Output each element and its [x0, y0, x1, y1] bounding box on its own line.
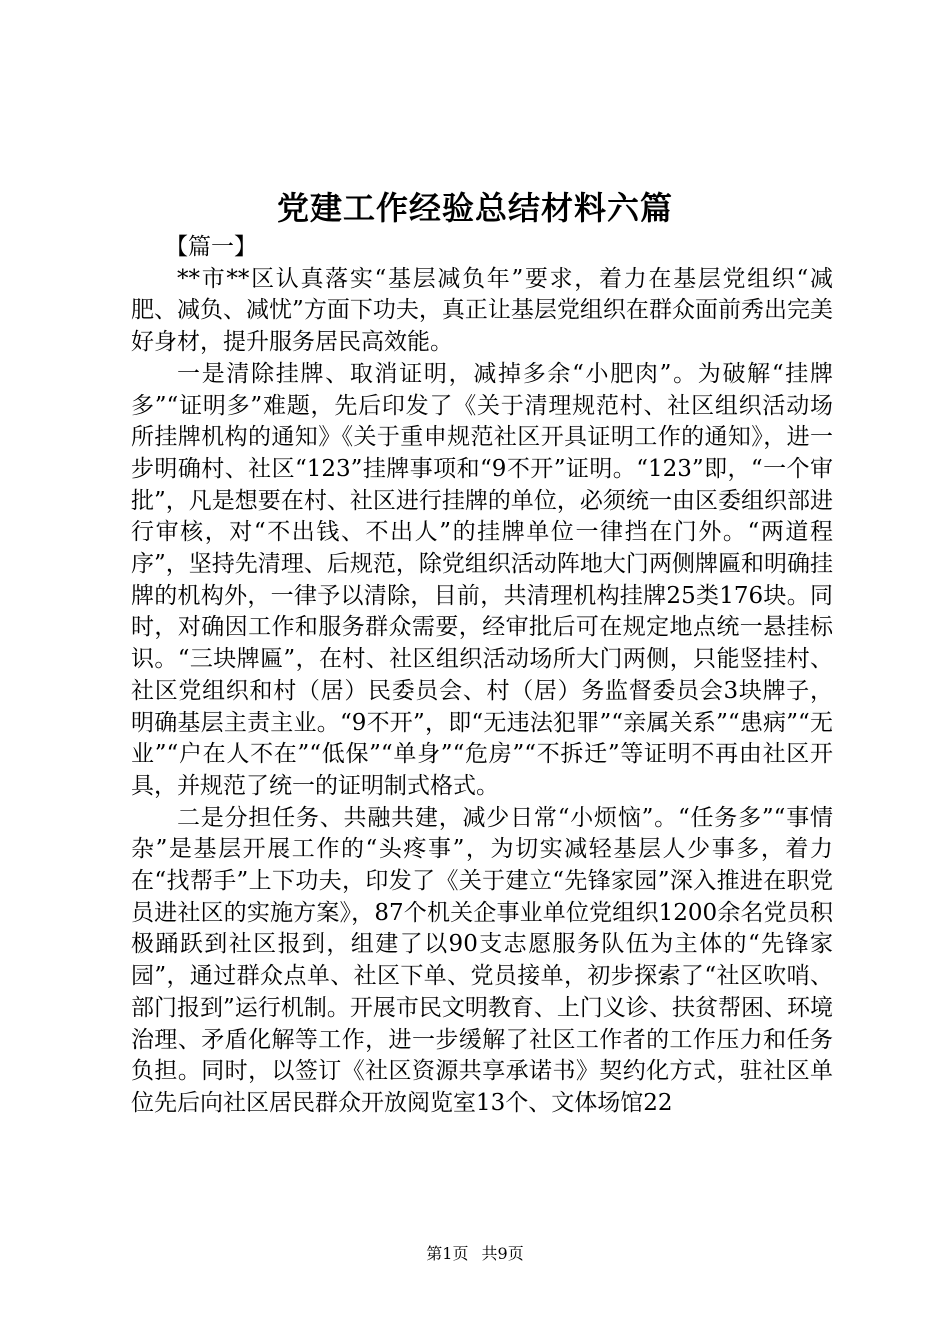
page-number: 第1页 [426, 1244, 469, 1263]
page-footer [0, 1241, 950, 1264]
paragraph-first-measure: 一是清除挂牌、取消证明，减掉多余“小肥肉”。为破解“挂牌多”“证明多”难题，先后印发了《关于清理规范村、社区组织活动场所挂牌机构的通知》《关于重申规范社区开具证明工作的通知》，进一步明确村、社区“123”挂牌事项和“9不开”证明。“123”即，“一个审批”，凡是想要在村、社区进行挂牌的单位，必须统一由区委组织部进行审核，对“不出钱、不出人”的挂牌单位一律挡在门外。“两道程序”，坚持先清理、后规范，除党组织活动阵地大门两侧牌匾和明确挂牌的机构外，一律予以清除，目前，共清理机构挂牌25类176块。同时，对确因工作和服务群众需要，经审批后可在规定地点统一悬挂标识。“三块牌匾”，在村、社区组织活动场所大门两侧，只能竖挂村、社区党组织和村（居）民委员会、村（居）务监督委员会3块牌子，明确基层主责主业。“9不开”，即“无违法犯罪”“亲属关系”“患病”“无业”“户在人不在”“低保”“单身”“危房”“不拆迁”等证明不再由社区开具，并规范了统一的证明制式格式。 [131, 360, 833, 799]
page-total: 共9页 [481, 1244, 524, 1263]
paragraph-second-measure: 二是分担任务、共融共建，减少日常“小烦恼”。“任务多”“事情杂”是基层开展工作的“头疼事”，为切实减轻基层人少事多，着力在“找帮手”上下功夫，印发了《关于建立“先锋家园”深入推进在职党员进社区的实施方案》，87个机关企事业单位党组织1200余名党员积极踊跃到社区报到，组建了以90支志愿服务队伍为主体的“先锋家园”，通过群众点单、社区下单、党员接单，初步探索了“社区吹哨、部门报到”运行机制。开展市民文明教育、上门义诊、扶贫帮困、环境治理、矛盾化解等工作，进一步缓解了社区工作者的工作压力和任务负担。同时，以签订《社区资源共享承诺书》契约化方式，驻社区单位先后向社区居民群众开放阅览室13个、文体场馆22 [131, 804, 833, 1116]
paragraph-intro: **市**区认真落实“基层减负年”要求，着力在基层党组织“减肥、减负、减忧”方面下功夫，真正让基层党组织在群众面前秀出完美好身材，提升服务居民高效能。 [131, 265, 833, 356]
section-heading: 【篇一】 [165, 234, 257, 260]
document-title: 党建工作经验总结材料六篇 [276, 189, 673, 227]
document-body [131, 232, 833, 1120]
